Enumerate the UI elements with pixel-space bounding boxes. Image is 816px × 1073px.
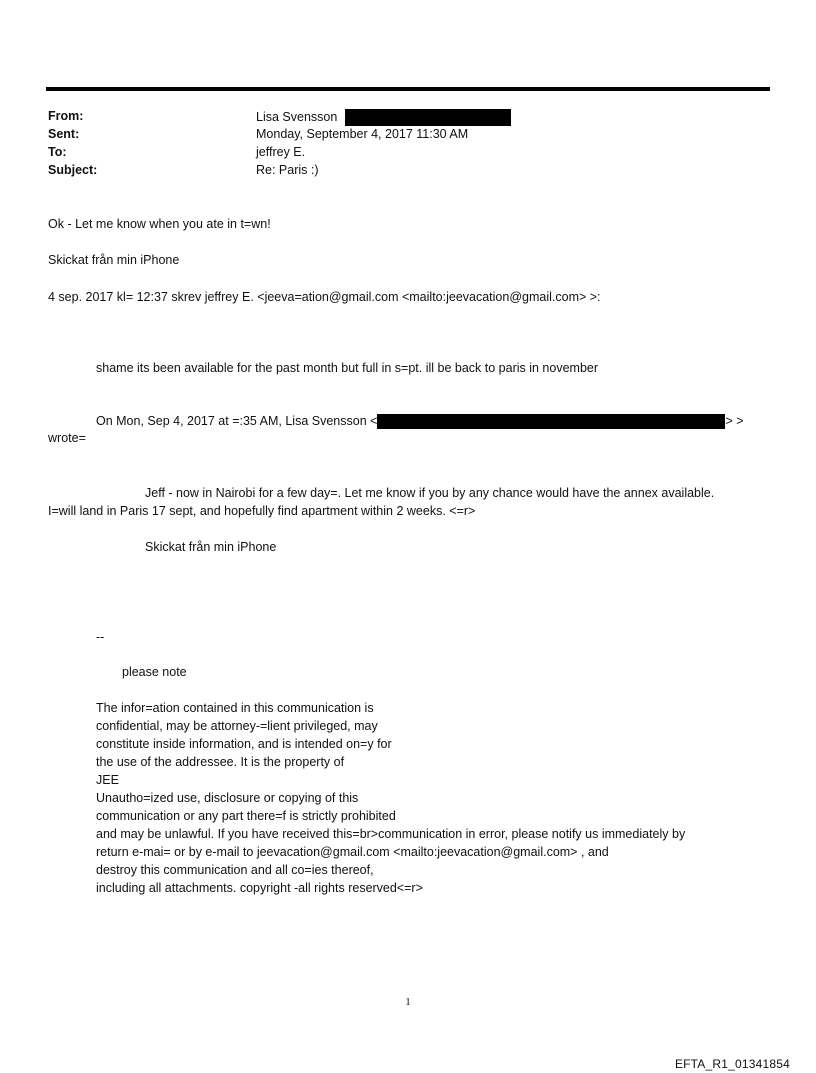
from-name: Lisa Svensson [256, 109, 338, 124]
to-label: To: [48, 145, 67, 159]
disclaimer-line: confidential, may be attorney-=lient privileged, may [96, 719, 378, 733]
signature-line: Skickat från min iPhone [48, 253, 180, 267]
reply-line: Ok - Let me know when you ate in t=wn! [48, 217, 271, 231]
from-value [256, 109, 511, 126]
disclaimer-line: communication or any part there=f is strictly prohibited [96, 809, 396, 823]
disclaimer-line: Unautho=ized use, disclosure or copying of this [96, 791, 359, 805]
subject-value: Re: Paris :) [256, 163, 319, 177]
separator-dashes: -- [96, 630, 105, 644]
redaction-box [377, 414, 725, 429]
from-label: From: [48, 109, 84, 123]
page-number: 1 [405, 996, 411, 1008]
please-note: please note [122, 665, 187, 679]
on-mon-suffix: > > [725, 414, 744, 428]
to-value: jeffrey E. [256, 145, 306, 159]
wrote-line: wrote= [48, 431, 86, 445]
redaction-box [345, 109, 511, 126]
subject-label: Subject: [48, 163, 98, 177]
on-mon-line [96, 414, 744, 429]
on-mon-prefix: On Mon, Sep 4, 2017 at =:35 AM, Lisa Svensson < [96, 414, 378, 428]
jeff-message-line-1: Jeff - now in Nairobi for a few day=. Let me know if you by any chance would have the annex available. [145, 486, 715, 500]
quoted-message: shame its been available for the past month but full in s=pt. ill be back to paris in november [96, 361, 599, 375]
top-rule [46, 87, 770, 91]
disclaimer-line: constitute inside information, and is intended on=y for [96, 737, 392, 751]
sent-value: Monday, September 4, 2017 11:30 AM [256, 127, 469, 141]
sent-label: Sent: [48, 127, 80, 141]
disclaimer-line: and may be unlawful. If you have received this=br>communication in error, please notify us immediately by [96, 827, 686, 841]
disclaimer-line: return e-mai= or by e-mail to jeevacation@gmail.com <mailto:jeevacation@gmail.com> , and [96, 845, 609, 859]
quote-header-line: 4 sep. 2017 kl= 12:37 skrev jeffrey E. <jeeva=ation@gmail.com <mailto:jeevacation@gmail.com> >: [48, 290, 601, 304]
disclaimer-line: The infor=ation contained in this communication is [96, 701, 374, 715]
signature-line-2: Skickat från min iPhone [145, 540, 277, 554]
disclaimer-line: JEE [96, 773, 119, 787]
bates-number: EFTA_R1_01341854 [674, 1057, 790, 1071]
jeff-message-line-2: I=will land in Paris 17 sept, and hopefully find apartment within 2 weeks. <=r> [48, 504, 476, 518]
disclaimer-line: including all attachments. copyright -all rights reserved<=r> [96, 881, 423, 895]
disclaimer-line: the use of the addressee. It is the property of [96, 755, 345, 769]
disclaimer-line: destroy this communication and all co=ies thereof, [96, 863, 374, 877]
